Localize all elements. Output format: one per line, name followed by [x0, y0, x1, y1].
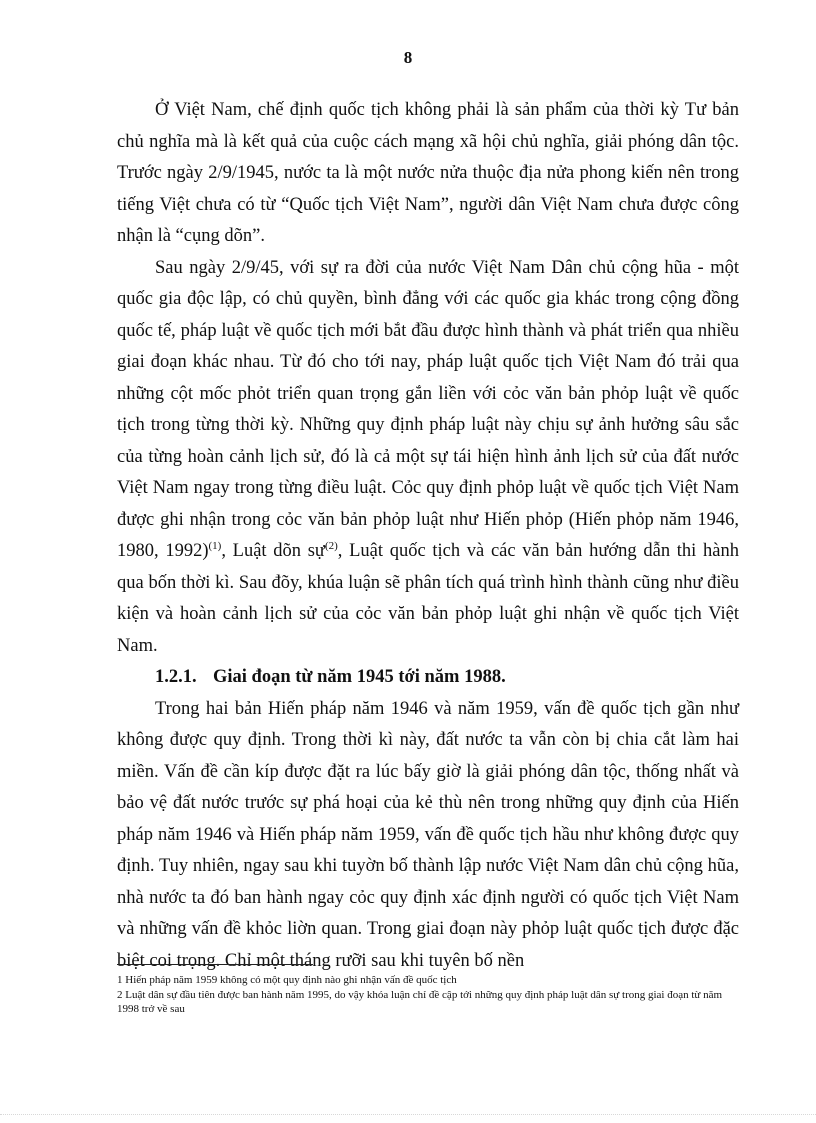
paragraph-history-part-2: , Luật dõn sự	[221, 541, 325, 561]
paragraph-history-part-3: , Luật quốc tịch và các văn bản hướng dẫn thi hành qua bốn thời kì. Sau đõy, khúa luận sẽ phân tích quá trình hình thành cũng như điều kiện và hoàn cảnh lịch sử của cỏc văn bản phỏp luật ghi nhận về quốc tịch Việt Nam.	[117, 541, 739, 656]
footnote-2	[117, 988, 732, 1016]
section-heading	[117, 662, 739, 694]
footnote-ref-1[interactable]: (1)	[208, 539, 222, 552]
footnote-1	[117, 973, 732, 987]
footnote-divider	[117, 964, 313, 965]
footnote-text-1: Hiến pháp năm 1959 không có một quy định nào ghi nhận vấn đề quốc tịch	[122, 974, 457, 986]
paragraph-intro: Ở Việt Nam, chế định quốc tịch không phải là sản phẩm của thời kỳ Tư bản chủ nghĩa mà là kết quả của cuộc cách mạng xã hội chủ nghĩa, giải phóng dân tộc. Trước ngày 2/9/1945, nước ta là một nước nửa thuộc địa nửa phong kiến nên trong tiếng Việt chưa có từ “Quốc tịch Việt Nam”, người dân Việt Nam chưa được công nhận là “cụng dõn”.	[117, 100, 739, 246]
footnote-mark-1: 1	[117, 974, 123, 986]
paragraph-history-part-1: Sau ngày 2/9/45, với sự ra đời của nước Việt Nam Dân chủ cộng hũa - một quốc gia độc lập, có chủ quyền, bình đẳng với các quốc gia khác trong cộng đồng quốc tế, pháp luật về quốc tịch mới bắt đầu được hình thành và phát triển qua nhiều giai đoạn khác nhau. Từ đó cho tới nay, pháp luật quốc tịch Việt Nam đó trải qua những cột mốc phỏt triển quan trọng gắn liền với cỏc văn bản phỏp luật về quốc tịch trong từng thời kỳ. Những quy định pháp luật này chịu sự ảnh hưởng sâu sắc của từng hoàn cảnh lịch sử, đó là cả một sự tái hiện hình ảnh lịch sử của đất nước Việt Nam ngay trong từng điều luật. Cỏc quy định phỏp luật về quốc tịch Việt Nam được ghi nhận trong cỏc văn bản phỏp luật như Hiến phỏp (Hiến phỏp năm 1946, 1980, 1992)	[117, 257, 739, 561]
footnotes	[117, 973, 732, 1017]
page-number: 8	[403, 48, 413, 67]
paragraph-history	[117, 253, 739, 663]
page-bottom-border	[0, 1114, 816, 1115]
footnote-text-2: Luật dân sự đầu tiên được ban hành năm 1995, do vậy khóa luận chỉ đề cập tới những quy định pháp luật dân sự trong giai đoạn từ năm 1998 trở về sau	[117, 989, 723, 1015]
footnote-mark-2: 2	[117, 989, 123, 1001]
paragraph-period-1945: Trong hai bản Hiến pháp năm 1946 và năm 1959, vấn đề quốc tịch gần như không được quy định. Trong thời kì này, đất nước ta vẫn còn bị chia cắt làm hai miền. Vấn đề cần kíp được đặt ra lúc bấy giờ là giải phóng dân tộc, thống nhất và bảo vệ đất nước trước sự phá hoại của kẻ thù nên trong những quy định của Hiến pháp năm 1946 và Hiến pháp năm 1959, vấn đề quốc tịch hầu như không được quy định. Tuy nhiên, ngay sau khi tuyờn bố thành lập nước Việt Nam dân chủ cộng hũa, nhà nước ta đó ban hành ngay cỏc quy định xác định người có quốc tịch Việt Nam và những vấn đề khỏc liờn quan. Trong giai đoạn này phỏp luật quốc tịch được đặc biệt coi trọng. Chỉ một tháng rưỡi sau khi tuyên bố nền	[117, 698, 739, 971]
body-text	[117, 95, 739, 977]
section-number: 1.2.1.	[155, 667, 197, 687]
section-title: Giai đoạn từ năm 1945 tới năm 1988.	[213, 667, 506, 687]
footnote-ref-2[interactable]: (2)	[324, 539, 338, 552]
